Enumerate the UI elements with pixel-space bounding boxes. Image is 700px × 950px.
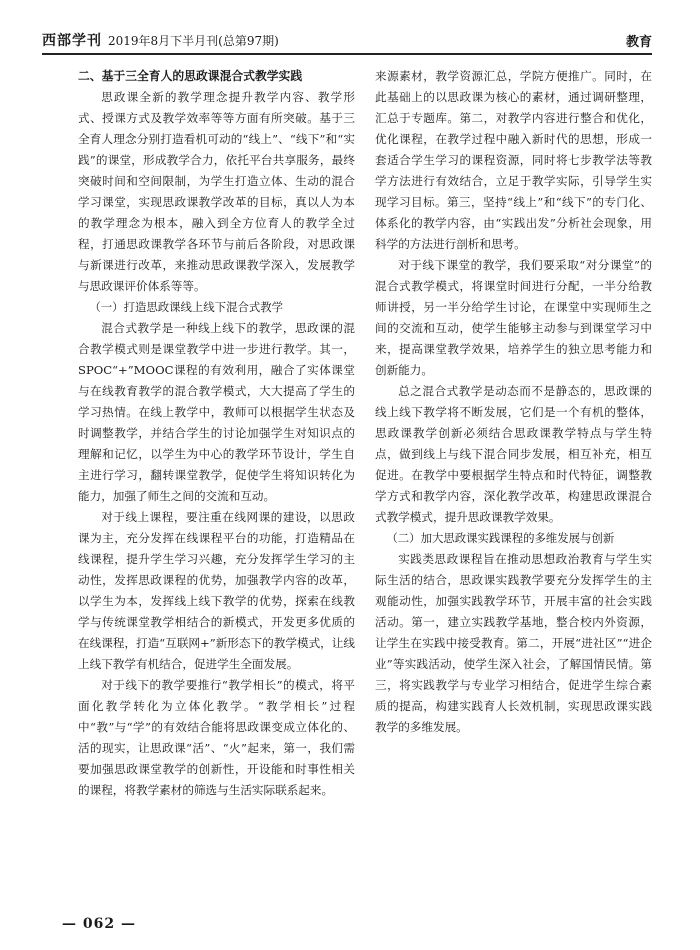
journal-title: 西部学刊 bbox=[42, 33, 102, 49]
article-body bbox=[78, 66, 652, 906]
paragraph: 思政课全新的教学理念提升教学内容、教学形式、授课方式及教学效率等等方面有所突破。基于三全育人理念分别打造看机可动的“线上”、“线下”和“实践”的课堂，形成教学合力，依托平台共享服务，最终突破时间和空间限制，为学生打造立体、生动的混合学习课堂，实现思政课教学改革的目标，真以人为本的教学理念为根本，融入到全方位育人的教学全过程，打通思政课教学各环节与前后各阶段，对思政课与新课进行改革，来推动思政课教学深入，发展教学与思政课评价体系等等。 bbox=[78, 90, 355, 293]
paragraph: 对于线下的教学要推行“教学相长”的模式，将平面化教学转化为立体化教学。“教学相长”过程中“教”与“学”的有效结合能将思政课变成立体化的、活的现实，让思政课“活”、“火”起来，第一，我们需要加强思政课堂教学的创新性，开设能和时事性相关的课程，将教学素材的筛选与生活实际联系起来。 bbox=[78, 678, 355, 797]
subsection-heading: （二）加大思政课实践课程的多维发展与创新 bbox=[386, 531, 615, 545]
header-left bbox=[42, 30, 279, 50]
paragraph: 对于线上课程，要注重在线网课的建设，以思政课为主，充分发挥在线课程平台的功能，打造精品在线课程，提升学生学习兴趣，充分发挥学生学习的主动性，发挥思政课程的优势，加强教学内容的改革，以学生为本，发挥线上线下教学的优势，探索在线教学与传统课堂教学相结合的新模式，开发更多优质的在线课程，打造“互联网+”新形态下的教学模式，让线上线下教学有机结合，促进学生全面发展。 bbox=[78, 510, 355, 671]
right-column bbox=[375, 66, 652, 906]
page-header bbox=[42, 20, 652, 55]
paragraph: 实践类思政课程旨在推动思想政治教育与学生实际生活的结合，思政课实践教学要充分发挥学生的主观能动性，加强实践教学环节，开展丰富的社会实践活动。第一，建立实践教学基地，整合校内外资源，让学生在实践中接受教育。第二，开展“进社区”“进企业”等实践活动，使学生深入社会，了解国情民情。第三，将实践教学与专业学习相结合，促进学生综合素质的提高，构建实践育人长效机制，实现思政课实践教学的多维发展。 bbox=[375, 552, 652, 734]
paragraph: 混合式教学是一种线上线下的教学，思政课的混合教学模式则是课堂教学中进一步进行教学。其一，SPOC“+”MOOC课程的有效利用，融合了实体课堂与在线教育教学的混合教学模式，大大提高了学生的学习热情。在线上教学中，教师可以根据学生状态及时调整教学，并结合学生的讨论加强学生对知识点的理解和记忆，以学生为中心的教学环节设计，学生自主进行学习，翻转课堂教学，促使学生将知识转化为能力，加强了师生之间的交流和互动。 bbox=[78, 321, 355, 503]
section-tag: 教育 bbox=[625, 35, 652, 50]
page-number: — 062 — bbox=[62, 916, 136, 932]
paragraph: 对于线下课堂的教学，我们要采取“对分课堂”的混合式教学模式，将课堂时间进行分配，一半分给教师讲授，另一半分给学生讨论，在课堂中实现师生之间的交流和互动，使学生能够主动参与到课堂学习中来，提高课堂教学效果，培养学生的独立思考能力和创新能力。 bbox=[375, 258, 652, 377]
paragraph: 总之混合式教学是动态而不是静态的，思政课的线上线下教学将不断发展，它们是一个有机的整体，思政课教学创新必须结合思政课教学特点与学生特点，做到线上与线下混合同步发展，相互补充，相互促进。在教学中要根据学生特点和时代特征，调整教学方式和教学内容，深化教学改革，构建思政课混合式教学模式，提升思政课教学效果。 bbox=[375, 384, 652, 524]
subsection-heading: （一）打造思政课线上线下混合式教学 bbox=[89, 300, 284, 314]
paragraph: 来源素材，教学资源汇总，学院方便推广。同时，在此基础上的以思政课为核心的素材，通过调研整理，汇总于专题库。第二，对教学内容进行整合和优化，优化课程，在教学过程中融入新时代的思想，形成一套适合学生学习的课程资源，同时将七步教学法等教学方法进行有效结合，立足于教学实际，引导学生实现学习目标。第三，坚持“线上”和“线下”的专门化、体系化的教学内容，由“实践出发”分析社会现象，用科学的方法进行剖析和思考。 bbox=[375, 69, 652, 251]
section-heading: 二、基于三全育人的思政课混合式教学实践 bbox=[78, 69, 303, 83]
issue-info: 2019年8月下半月刊(总第97期) bbox=[108, 34, 279, 48]
left-column bbox=[78, 66, 355, 906]
